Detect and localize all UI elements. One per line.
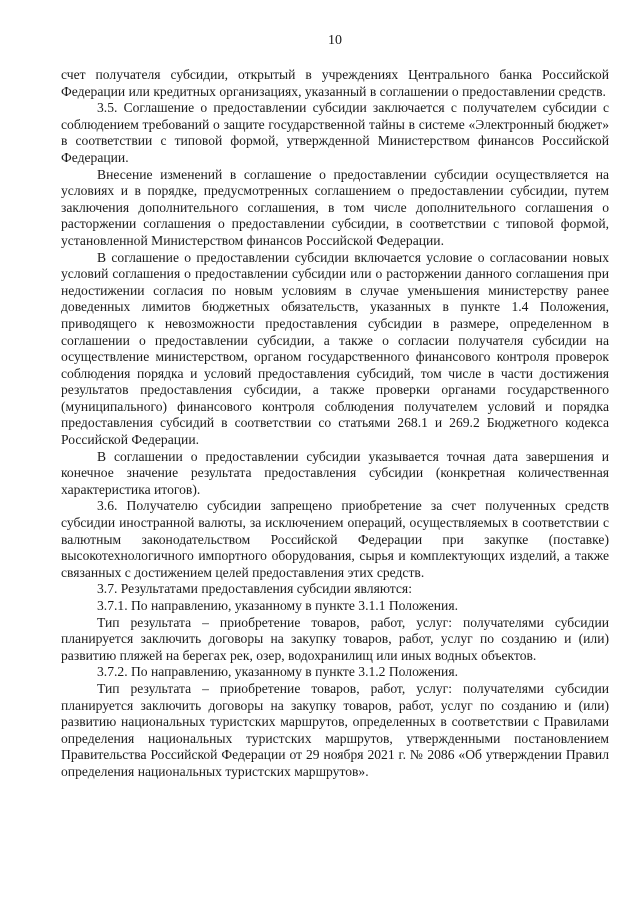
- paragraph-3-7-1-result-type: Тип результата – приобретение товаров, работ, услуг: получателями субсидии планируется заключить договоры на закупку товаров, работ, услуг по созданию и (или) развитию пляжей на берегах рек, озер, водохранилищ или иных водных объектов.: [61, 614, 609, 663]
- document-body: [61, 67, 609, 781]
- paragraph-agreement-amendments: Внесение изменений в соглашение о предоставлении субсидии осуществляется на условиях и в порядке, предусмотренных соглашением о предоставлении субсидии, путем заключения дополнительного соглашения, в том числе дополнительного соглашения о расторжении соглашения о предоставлении субсидии, в соответствии с типовой формой, установленной Министерством финансов Российской Федерации.: [61, 166, 609, 248]
- paragraph-3-5-agreement: 3.5. Соглашение о предоставлении субсидии заключается с получателем субсидии с соблюдением требований о защите государственной тайны в системе «Электронный бюджет» в соответствии с типовой формой, утвержденной Министерством финансов Российской Федерации.: [61, 100, 609, 165]
- paragraph-3-7-2-direction: 3.7.2. По направлению, указанному в пункте 3.1.2 Положения.: [97, 664, 458, 680]
- paragraph-3-6-currency-prohibition: 3.6. Получателю субсидии запрещено приобретение за счет полученных средств субсидии иностранной валюты, за исключением операций, осуществляемых в соответствии с валютным законодательством Российской Федерации при закупке (поставке) высокотехнологичного импортного оборудования, сырья и комплектующих изделий, а также связанных с достижением целей предоставления этих средств.: [61, 498, 609, 580]
- paragraph-agreement-conditions: В соглашение о предоставлении субсидии включается условие о согласовании новых условий соглашения о предоставлении субсидии или о расторжении данного соглашения при недостижении согласия по новым условиям в случае уменьшения министерству ранее доведенных лимитов бюджетных обязательств, указанных в пункте 1.4 Положения, приводящего к невозможности предоставления субсидии в размере, определенном в соглашении о предоставлении субсидии, а также о согласии получателя субсидии на осуществление министерством, органом государственного финансового контроля проверок соблюдения порядка и условий предоставления субсидий, том числе в части достижения результатов предоставления субсидии, а также проверки органами государственного (муниципального) финансового контроля соблюдения получателем условий и порядка предоставления субсидий в соответствии со статьями 268.1 и 269.2 Бюджетного кодекса Российской Федерации.: [61, 249, 609, 448]
- paragraph-3-7-1-direction: 3.7.1. По направлению, указанному в пункте 3.1.1 Положения.: [97, 598, 458, 613]
- paragraph-account-details: счет получателя субсидии, открытый в учреждениях Центрального банка Российской Федерации или кредитных организациях, указанный в соглашении о предоставлении средств.: [61, 67, 609, 99]
- paragraph-3-7-2-result-type: Тип результата – приобретение товаров, работ, услуг: получателями субсидии планируется заключить договоры на закупку товаров, работ, услуг по созданию и (или) развитию национальных туристских маршрутов, определенных в соответствии с Правилами определения национальных туристских маршрутов, утвержденными постановлением Правительства Российской Федерации от 29 ноября 2021 г. № 2086 «Об утверждении Правил определения национальных туристских маршрутов».: [61, 680, 609, 779]
- paragraph-completion-date: В соглашении о предоставлении субсидии указывается точная дата завершения и конечное значение результата предоставления субсидии (конкретная количественная характеристика итогов).: [61, 448, 609, 497]
- page-number: 10: [328, 33, 342, 48]
- paragraph-3-7-results: 3.7. Результатами предоставления субсидии являются:: [97, 581, 412, 597]
